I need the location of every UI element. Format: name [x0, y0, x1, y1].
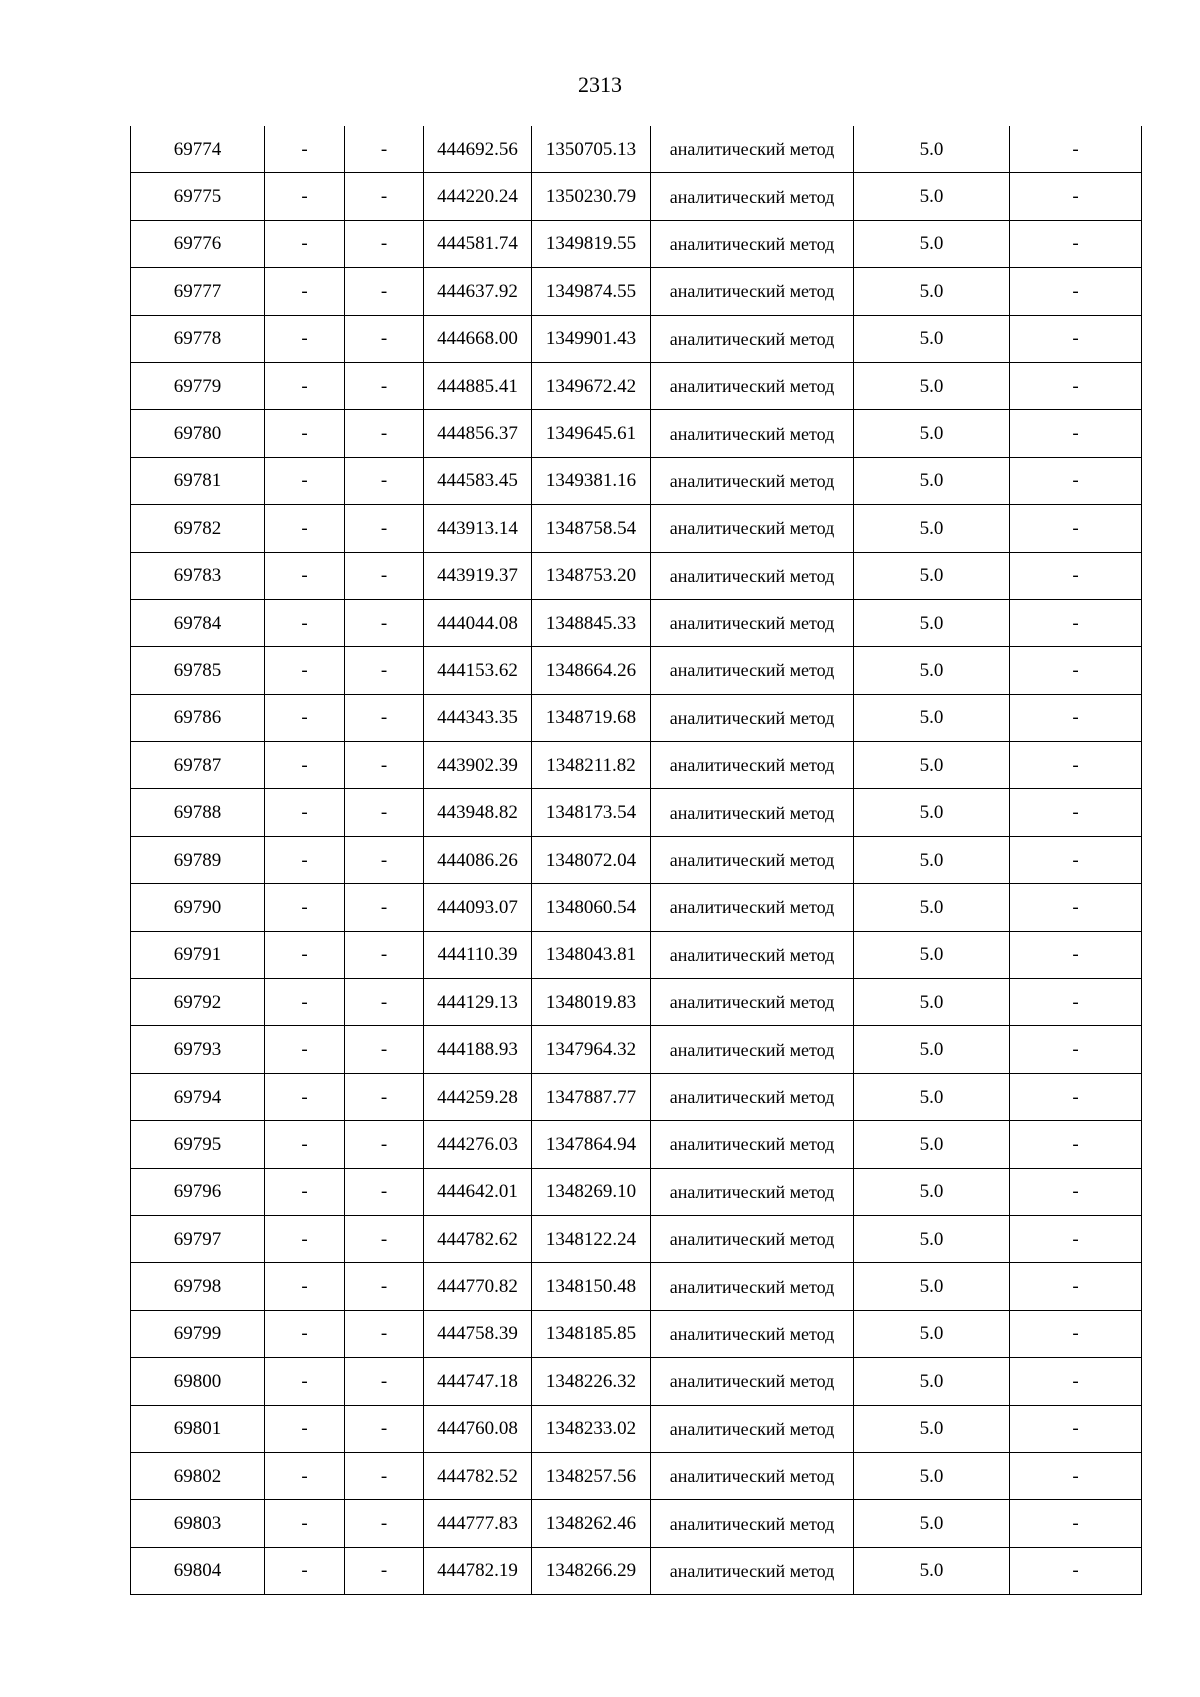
y-coordinate-cell: 1349672.42: [532, 362, 651, 409]
x-coordinate-cell: 443919.37: [424, 552, 532, 599]
method-cell: аналитический метод: [651, 126, 854, 173]
description-cell: -: [1010, 457, 1142, 504]
x-coordinate-cell: 444259.28: [424, 1073, 532, 1120]
table-row: [131, 599, 1142, 646]
point-number-cell: 69800: [131, 1358, 265, 1405]
y-coordinate-cell: 1347964.32: [532, 1026, 651, 1073]
empty-cell: -: [265, 1310, 345, 1357]
x-coordinate-cell: 444583.45: [424, 457, 532, 504]
table-row: [131, 789, 1142, 836]
x-coordinate-cell: 444343.35: [424, 694, 532, 741]
accuracy-cell: 5.0: [854, 268, 1010, 315]
description-cell: -: [1010, 836, 1142, 883]
point-number-cell: 69788: [131, 789, 265, 836]
accuracy-cell: 5.0: [854, 173, 1010, 220]
empty-cell: -: [345, 505, 424, 552]
empty-cell: -: [345, 789, 424, 836]
point-number-cell: 69780: [131, 410, 265, 457]
description-cell: -: [1010, 1215, 1142, 1262]
y-coordinate-cell: 1348226.32: [532, 1358, 651, 1405]
x-coordinate-cell: 444782.19: [424, 1547, 532, 1594]
description-cell: -: [1010, 884, 1142, 931]
description-cell: -: [1010, 1263, 1142, 1310]
empty-cell: -: [265, 1168, 345, 1215]
point-number-cell: 69774: [131, 126, 265, 173]
accuracy-cell: 5.0: [854, 979, 1010, 1026]
description-cell: -: [1010, 1405, 1142, 1452]
table-row: [131, 126, 1142, 173]
y-coordinate-cell: 1350705.13: [532, 126, 651, 173]
coordinates-table: [130, 126, 1142, 1595]
point-number-cell: 69786: [131, 694, 265, 741]
table-row: [131, 1310, 1142, 1357]
empty-cell: -: [265, 1547, 345, 1594]
x-coordinate-cell: 444044.08: [424, 599, 532, 646]
method-cell: аналитический метод: [651, 1026, 854, 1073]
method-cell: аналитический метод: [651, 599, 854, 646]
description-cell: -: [1010, 315, 1142, 362]
table-row: [131, 1168, 1142, 1215]
table-row: [131, 315, 1142, 362]
description-cell: -: [1010, 1358, 1142, 1405]
empty-cell: -: [265, 884, 345, 931]
point-number-cell: 69783: [131, 552, 265, 599]
method-cell: аналитический метод: [651, 410, 854, 457]
empty-cell: -: [265, 742, 345, 789]
empty-cell: -: [265, 1452, 345, 1499]
empty-cell: -: [345, 884, 424, 931]
empty-cell: -: [265, 1073, 345, 1120]
y-coordinate-cell: 1349901.43: [532, 315, 651, 362]
empty-cell: -: [265, 599, 345, 646]
empty-cell: -: [345, 647, 424, 694]
accuracy-cell: 5.0: [854, 1452, 1010, 1499]
accuracy-cell: 5.0: [854, 126, 1010, 173]
method-cell: аналитический метод: [651, 1310, 854, 1357]
y-coordinate-cell: 1348173.54: [532, 789, 651, 836]
empty-cell: -: [345, 742, 424, 789]
method-cell: аналитический метод: [651, 505, 854, 552]
table-row: [131, 836, 1142, 883]
accuracy-cell: 5.0: [854, 457, 1010, 504]
table-row: [131, 742, 1142, 789]
method-cell: аналитический метод: [651, 1452, 854, 1499]
x-coordinate-cell: 444777.83: [424, 1500, 532, 1547]
point-number-cell: 69797: [131, 1215, 265, 1262]
method-cell: аналитический метод: [651, 1263, 854, 1310]
accuracy-cell: 5.0: [854, 505, 1010, 552]
y-coordinate-cell: 1349874.55: [532, 268, 651, 315]
point-number-cell: 69782: [131, 505, 265, 552]
method-cell: аналитический метод: [651, 1405, 854, 1452]
empty-cell: -: [345, 1026, 424, 1073]
empty-cell: -: [345, 410, 424, 457]
empty-cell: -: [345, 1263, 424, 1310]
table-row: [131, 1215, 1142, 1262]
table-row: [131, 505, 1142, 552]
y-coordinate-cell: 1348185.85: [532, 1310, 651, 1357]
accuracy-cell: 5.0: [854, 742, 1010, 789]
x-coordinate-cell: 443948.82: [424, 789, 532, 836]
accuracy-cell: 5.0: [854, 410, 1010, 457]
point-number-cell: 69787: [131, 742, 265, 789]
empty-cell: -: [345, 126, 424, 173]
y-coordinate-cell: 1347887.77: [532, 1073, 651, 1120]
point-number-cell: 69789: [131, 836, 265, 883]
description-cell: -: [1010, 1310, 1142, 1357]
empty-cell: -: [265, 931, 345, 978]
y-coordinate-cell: 1349819.55: [532, 220, 651, 267]
accuracy-cell: 5.0: [854, 694, 1010, 741]
method-cell: аналитический метод: [651, 220, 854, 267]
accuracy-cell: 5.0: [854, 931, 1010, 978]
point-number-cell: 69803: [131, 1500, 265, 1547]
x-coordinate-cell: 444885.41: [424, 362, 532, 409]
method-cell: аналитический метод: [651, 884, 854, 931]
empty-cell: -: [345, 1073, 424, 1120]
accuracy-cell: 5.0: [854, 552, 1010, 599]
table-row: [131, 1405, 1142, 1452]
empty-cell: -: [265, 836, 345, 883]
y-coordinate-cell: 1348845.33: [532, 599, 651, 646]
empty-cell: -: [345, 1405, 424, 1452]
method-cell: аналитический метод: [651, 1547, 854, 1594]
empty-cell: -: [265, 694, 345, 741]
point-number-cell: 69791: [131, 931, 265, 978]
y-coordinate-cell: 1348262.46: [532, 1500, 651, 1547]
point-number-cell: 69785: [131, 647, 265, 694]
method-cell: аналитический метод: [651, 1168, 854, 1215]
point-number-cell: 69792: [131, 979, 265, 1026]
table-row: [131, 173, 1142, 220]
accuracy-cell: 5.0: [854, 315, 1010, 362]
table-row: [131, 1547, 1142, 1594]
accuracy-cell: 5.0: [854, 884, 1010, 931]
table-row: [131, 220, 1142, 267]
description-cell: -: [1010, 268, 1142, 315]
method-cell: аналитический метод: [651, 742, 854, 789]
accuracy-cell: 5.0: [854, 1026, 1010, 1073]
description-cell: -: [1010, 979, 1142, 1026]
method-cell: аналитический метод: [651, 1500, 854, 1547]
accuracy-cell: 5.0: [854, 789, 1010, 836]
empty-cell: -: [265, 505, 345, 552]
y-coordinate-cell: 1348122.24: [532, 1215, 651, 1262]
y-coordinate-cell: 1348060.54: [532, 884, 651, 931]
description-cell: -: [1010, 1073, 1142, 1120]
method-cell: аналитический метод: [651, 315, 854, 362]
empty-cell: -: [345, 1121, 424, 1168]
accuracy-cell: 5.0: [854, 1405, 1010, 1452]
accuracy-cell: 5.0: [854, 220, 1010, 267]
point-number-cell: 69790: [131, 884, 265, 931]
description-cell: -: [1010, 552, 1142, 599]
page-number: 2313: [578, 72, 622, 97]
x-coordinate-cell: 444668.00: [424, 315, 532, 362]
empty-cell: -: [265, 315, 345, 362]
x-coordinate-cell: 444129.13: [424, 979, 532, 1026]
table-row: [131, 931, 1142, 978]
point-number-cell: 69802: [131, 1452, 265, 1499]
y-coordinate-cell: 1348753.20: [532, 552, 651, 599]
empty-cell: -: [345, 694, 424, 741]
empty-cell: -: [345, 173, 424, 220]
table-row: [131, 979, 1142, 1026]
table-row: [131, 694, 1142, 741]
accuracy-cell: 5.0: [854, 1547, 1010, 1594]
description-cell: -: [1010, 220, 1142, 267]
description-cell: -: [1010, 505, 1142, 552]
x-coordinate-cell: 443902.39: [424, 742, 532, 789]
empty-cell: -: [345, 315, 424, 362]
x-coordinate-cell: 444758.39: [424, 1310, 532, 1357]
accuracy-cell: 5.0: [854, 1121, 1010, 1168]
accuracy-cell: 5.0: [854, 1215, 1010, 1262]
accuracy-cell: 5.0: [854, 599, 1010, 646]
x-coordinate-cell: 444856.37: [424, 410, 532, 457]
table-row: [131, 1026, 1142, 1073]
table-row: [131, 1121, 1142, 1168]
description-cell: -: [1010, 173, 1142, 220]
method-cell: аналитический метод: [651, 789, 854, 836]
x-coordinate-cell: 444642.01: [424, 1168, 532, 1215]
y-coordinate-cell: 1347864.94: [532, 1121, 651, 1168]
description-cell: -: [1010, 1500, 1142, 1547]
table-row: [131, 410, 1142, 457]
description-cell: -: [1010, 410, 1142, 457]
method-cell: аналитический метод: [651, 362, 854, 409]
y-coordinate-cell: 1348269.10: [532, 1168, 651, 1215]
empty-cell: -: [345, 1358, 424, 1405]
method-cell: аналитический метод: [651, 173, 854, 220]
empty-cell: -: [265, 1215, 345, 1262]
empty-cell: -: [265, 1026, 345, 1073]
table-body: [131, 126, 1142, 1595]
point-number-cell: 69779: [131, 362, 265, 409]
y-coordinate-cell: 1348150.48: [532, 1263, 651, 1310]
empty-cell: -: [265, 1121, 345, 1168]
empty-cell: -: [265, 457, 345, 504]
table-row: [131, 362, 1142, 409]
point-number-cell: 69798: [131, 1263, 265, 1310]
empty-cell: -: [345, 836, 424, 883]
accuracy-cell: 5.0: [854, 647, 1010, 694]
description-cell: -: [1010, 1452, 1142, 1499]
description-cell: -: [1010, 742, 1142, 789]
x-coordinate-cell: 444110.39: [424, 931, 532, 978]
empty-cell: -: [265, 362, 345, 409]
empty-cell: -: [345, 1310, 424, 1357]
point-number-cell: 69775: [131, 173, 265, 220]
method-cell: аналитический метод: [651, 1073, 854, 1120]
description-cell: -: [1010, 694, 1142, 741]
empty-cell: -: [265, 173, 345, 220]
x-coordinate-cell: 444637.92: [424, 268, 532, 315]
x-coordinate-cell: 444276.03: [424, 1121, 532, 1168]
table-row: [131, 1073, 1142, 1120]
x-coordinate-cell: 444086.26: [424, 836, 532, 883]
accuracy-cell: 5.0: [854, 1358, 1010, 1405]
x-coordinate-cell: 444770.82: [424, 1263, 532, 1310]
empty-cell: -: [345, 1547, 424, 1594]
coordinates-table-container: [130, 126, 1142, 1595]
point-number-cell: 69784: [131, 599, 265, 646]
table-row: [131, 457, 1142, 504]
empty-cell: -: [345, 268, 424, 315]
empty-cell: -: [265, 1500, 345, 1547]
y-coordinate-cell: 1348266.29: [532, 1547, 651, 1594]
y-coordinate-cell: 1348664.26: [532, 647, 651, 694]
x-coordinate-cell: 444782.62: [424, 1215, 532, 1262]
y-coordinate-cell: 1348758.54: [532, 505, 651, 552]
point-number-cell: 69799: [131, 1310, 265, 1357]
x-coordinate-cell: 444747.18: [424, 1358, 532, 1405]
empty-cell: -: [265, 1358, 345, 1405]
description-cell: -: [1010, 1026, 1142, 1073]
empty-cell: -: [265, 1405, 345, 1452]
empty-cell: -: [265, 979, 345, 1026]
y-coordinate-cell: 1349381.16: [532, 457, 651, 504]
method-cell: аналитический метод: [651, 457, 854, 504]
point-number-cell: 69777: [131, 268, 265, 315]
accuracy-cell: 5.0: [854, 1263, 1010, 1310]
y-coordinate-cell: 1348019.83: [532, 979, 651, 1026]
empty-cell: -: [265, 126, 345, 173]
y-coordinate-cell: 1349645.61: [532, 410, 651, 457]
table-row: [131, 1263, 1142, 1310]
description-cell: -: [1010, 647, 1142, 694]
x-coordinate-cell: 444153.62: [424, 647, 532, 694]
empty-cell: -: [345, 1215, 424, 1262]
table-row: [131, 1500, 1142, 1547]
empty-cell: -: [265, 268, 345, 315]
point-number-cell: 69793: [131, 1026, 265, 1073]
description-cell: -: [1010, 362, 1142, 409]
point-number-cell: 69794: [131, 1073, 265, 1120]
accuracy-cell: 5.0: [854, 1073, 1010, 1120]
point-number-cell: 69801: [131, 1405, 265, 1452]
empty-cell: -: [345, 599, 424, 646]
table-row: [131, 1358, 1142, 1405]
empty-cell: -: [345, 457, 424, 504]
y-coordinate-cell: 1348233.02: [532, 1405, 651, 1452]
table-row: [131, 1452, 1142, 1499]
x-coordinate-cell: 444581.74: [424, 220, 532, 267]
point-number-cell: 69776: [131, 220, 265, 267]
table-row: [131, 268, 1142, 315]
description-cell: -: [1010, 1168, 1142, 1215]
x-coordinate-cell: 444093.07: [424, 884, 532, 931]
accuracy-cell: 5.0: [854, 1500, 1010, 1547]
x-coordinate-cell: 444220.24: [424, 173, 532, 220]
empty-cell: -: [265, 552, 345, 599]
y-coordinate-cell: 1348719.68: [532, 694, 651, 741]
method-cell: аналитический метод: [651, 268, 854, 315]
empty-cell: -: [345, 552, 424, 599]
y-coordinate-cell: 1348043.81: [532, 931, 651, 978]
x-coordinate-cell: 444188.93: [424, 1026, 532, 1073]
empty-cell: -: [345, 220, 424, 267]
empty-cell: -: [265, 1263, 345, 1310]
x-coordinate-cell: 444782.52: [424, 1452, 532, 1499]
description-cell: -: [1010, 1547, 1142, 1594]
point-number-cell: 69804: [131, 1547, 265, 1594]
point-number-cell: 69795: [131, 1121, 265, 1168]
accuracy-cell: 5.0: [854, 362, 1010, 409]
method-cell: аналитический метод: [651, 1121, 854, 1168]
method-cell: аналитический метод: [651, 694, 854, 741]
method-cell: аналитический метод: [651, 1358, 854, 1405]
empty-cell: -: [265, 410, 345, 457]
empty-cell: -: [345, 1500, 424, 1547]
accuracy-cell: 5.0: [854, 1168, 1010, 1215]
y-coordinate-cell: 1348257.56: [532, 1452, 651, 1499]
point-number-cell: 69778: [131, 315, 265, 362]
y-coordinate-cell: 1348072.04: [532, 836, 651, 883]
method-cell: аналитический метод: [651, 931, 854, 978]
method-cell: аналитический метод: [651, 647, 854, 694]
x-coordinate-cell: 444760.08: [424, 1405, 532, 1452]
empty-cell: -: [345, 1452, 424, 1499]
empty-cell: -: [265, 220, 345, 267]
table-row: [131, 884, 1142, 931]
empty-cell: -: [345, 931, 424, 978]
x-coordinate-cell: 444692.56: [424, 126, 532, 173]
table-row: [131, 552, 1142, 599]
point-number-cell: 69781: [131, 457, 265, 504]
empty-cell: -: [345, 979, 424, 1026]
y-coordinate-cell: 1350230.79: [532, 173, 651, 220]
description-cell: -: [1010, 599, 1142, 646]
point-number-cell: 69796: [131, 1168, 265, 1215]
empty-cell: -: [345, 362, 424, 409]
method-cell: аналитический метод: [651, 552, 854, 599]
description-cell: -: [1010, 126, 1142, 173]
y-coordinate-cell: 1348211.82: [532, 742, 651, 789]
empty-cell: -: [345, 1168, 424, 1215]
description-cell: -: [1010, 1121, 1142, 1168]
table-row: [131, 647, 1142, 694]
accuracy-cell: 5.0: [854, 1310, 1010, 1357]
accuracy-cell: 5.0: [854, 836, 1010, 883]
method-cell: аналитический метод: [651, 1215, 854, 1262]
method-cell: аналитический метод: [651, 836, 854, 883]
empty-cell: -: [265, 789, 345, 836]
description-cell: -: [1010, 789, 1142, 836]
method-cell: аналитический метод: [651, 979, 854, 1026]
x-coordinate-cell: 443913.14: [424, 505, 532, 552]
description-cell: -: [1010, 931, 1142, 978]
empty-cell: -: [265, 647, 345, 694]
